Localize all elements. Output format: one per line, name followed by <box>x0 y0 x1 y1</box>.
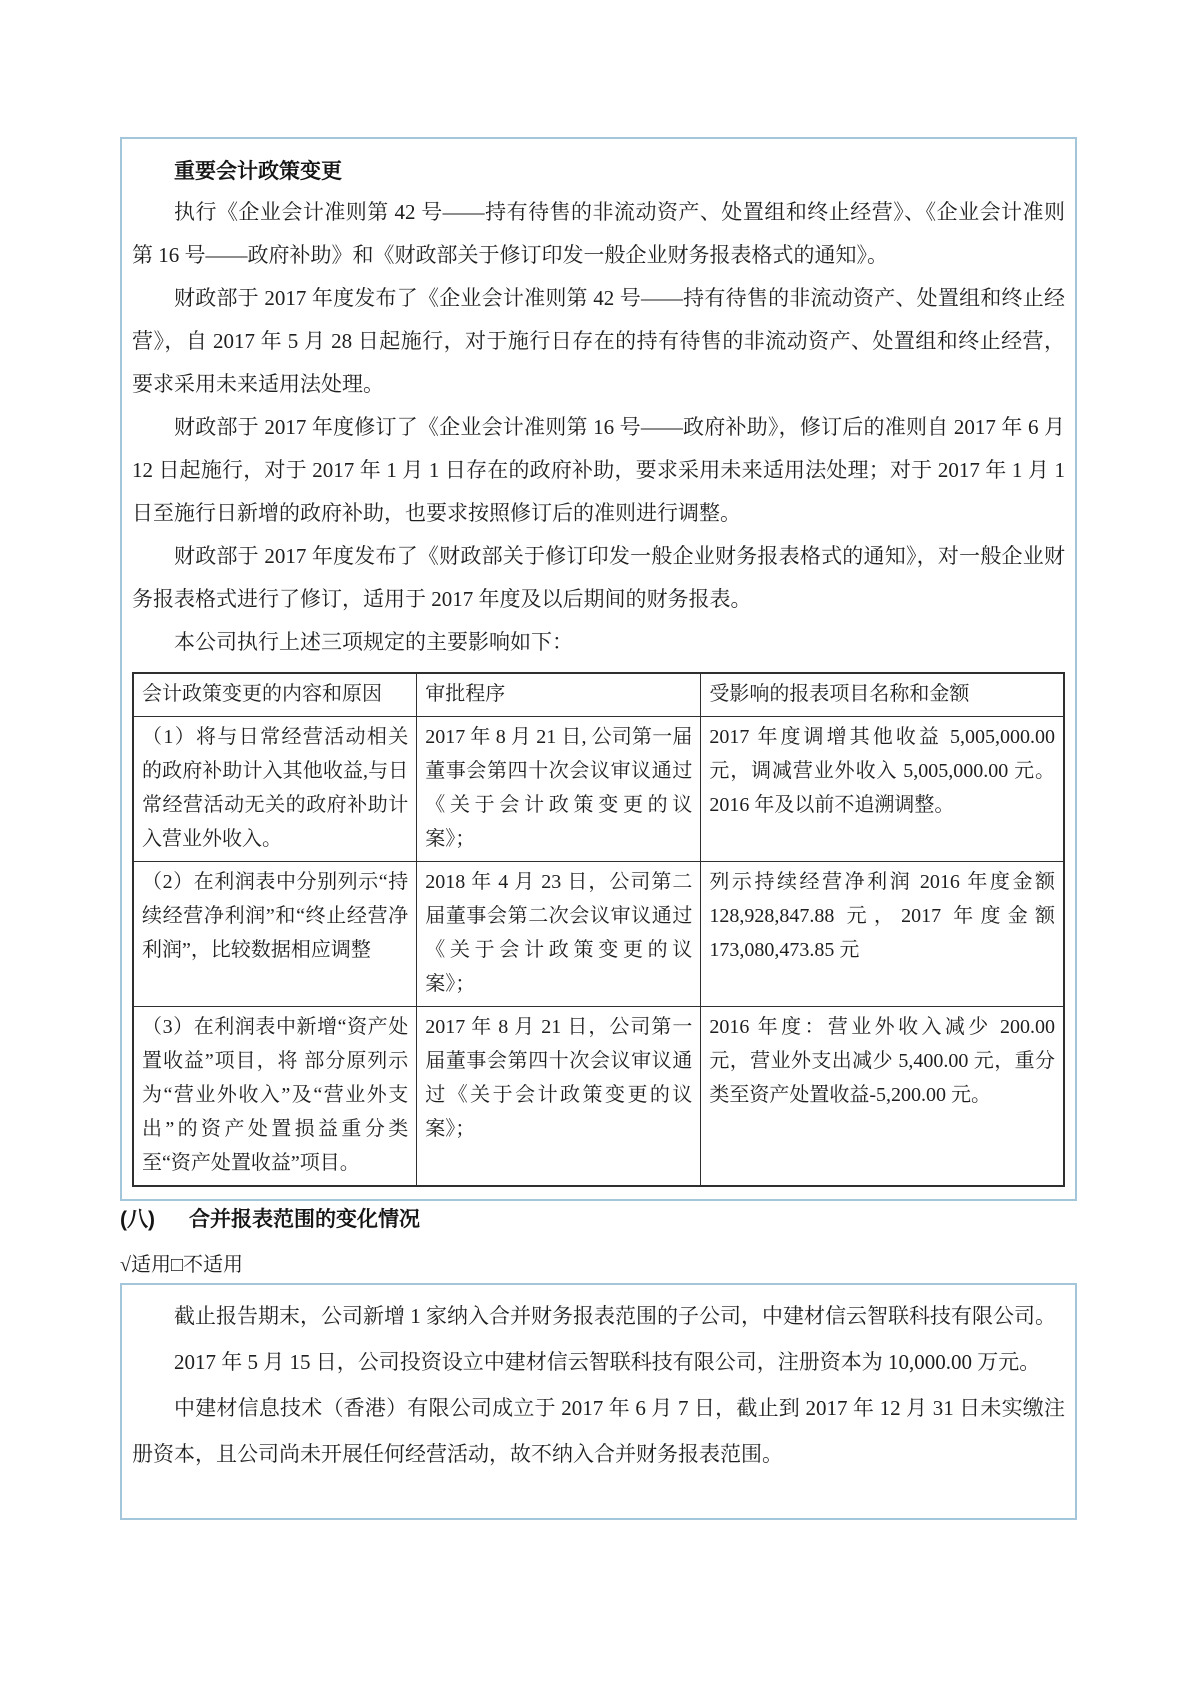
table-row <box>133 862 1064 1007</box>
accounting-policy-change-box <box>120 137 1077 1201</box>
table-header-content-reason: 会计政策变更的内容和原因 <box>133 673 417 717</box>
section-heading <box>120 1203 420 1233</box>
table-cell-row2-approval: 2018 年 4 月 23 日，公司第二届董事会第二次会议审议通过《关于会计政策变更的议案》； <box>417 862 701 1007</box>
table-header-approval-procedure: 审批程序 <box>417 673 701 717</box>
table-cell-row1-impact: 2017 年度调增其他收益 5,005,000.00 元，调减营业外收入 5,005,000.00 元。2016 年及以前不追溯调整。 <box>701 717 1064 862</box>
policy-paragraph-4: 财政部于 2017 年度发布了《财政部关于修订印发一般企业财务报表格式的通知》，对一般企业财务报表格式进行了修订，适用于 2017 年度及以后期间的财务报表。 <box>132 544 1065 611</box>
section-number: (八) <box>120 1208 155 1231</box>
table-cell-row3-content: （3）在利润表中新增“资产处置收益”项目，将 部分原列示为“营业外收入”及“营业外支出”的资产处置损益重分类至“资产处置收益”项目。 <box>133 1007 417 1187</box>
section-title: 合并报表范围的变化情况 <box>189 1208 420 1231</box>
applicability-line: √适用□不适用 <box>120 1254 244 1276</box>
table-row <box>133 717 1064 862</box>
scope-paragraph-2: 2017 年 5 月 15 日，公司投资设立中建材信云智联科技有限公司，注册资本为 10,000.00 万元。 <box>174 1350 1041 1374</box>
table-cell-row3-impact: 2016 年度：营业外收入减少 200.00 元，营业外支出减少 5,400.00 元，重分类至资产处置收益-5,200.00 元。 <box>701 1007 1064 1187</box>
consolidation-scope-box <box>120 1283 1077 1520</box>
policy-paragraph-2: 财政部于 2017 年度发布了《企业会计准则第 42 号——持有待售的非流动资产、处置组和终止经营》，自 2017 年 5 月 28 日起施行，对于施行日存在的持有待售的非流动资产、处置组和终止经营，要求采用未来适用法处理。 <box>132 286 1065 396</box>
table-cell-row2-content: （2）在利润表中分别列示“持续经营净利润”和“终止经营净利润”，比较数据相应调整 <box>133 862 417 1007</box>
table-cell-row1-approval: 2017 年 8 月 21 日, 公司第一届董事会第四十次会议审议通过《关于会计政策变更的议案》； <box>417 717 701 862</box>
scope-paragraph-1: 截止报告期末，公司新增 1 家纳入合并财务报表范围的子公司，中建材信云智联科技有限公司。 <box>174 1304 1056 1328</box>
table-cell-row1-content: （1）将与日常经营活动相关的政府补助计入其他收益,与日常经营活动无关的政府补助计入营业外收入。 <box>133 717 417 862</box>
scope-paragraph-3: 中建材信息技术（香港）有限公司成立于 2017 年 6 月 7 日，截止到 2017 年 12 月 31 日未实缴注册资本，且公司尚未开展任何经营活动，故不纳入合并财务报表范围。 <box>132 1396 1065 1466</box>
policy-box-heading: 重要会计政策变更 <box>174 160 342 183</box>
policy-paragraph-1: 执行《企业会计准则第 42 号——持有待售的非流动资产、处置组和终止经营》、《企业会计准则第 16 号——政府补助》和《财政部关于修订印发一般企业财务报表格式的通知》。 <box>132 200 1065 267</box>
table-row <box>133 1007 1064 1187</box>
table-cell-row3-approval: 2017 年 8 月 21 日，公司第一届董事会第四十次会议审议通过《关于会计政策变更的议案》； <box>417 1007 701 1187</box>
policy-change-table <box>132 672 1065 1187</box>
table-cell-row2-impact: 列示持续经营净利润 2016 年度金额 128,928,847.88 元，2017 年度金额 173,080,473.85 元 <box>701 862 1064 1007</box>
table-header-row <box>133 673 1064 717</box>
table-header-affected-items: 受影响的报表项目名称和金额 <box>701 673 1064 717</box>
policy-paragraph-3: 财政部于 2017 年度修订了《企业会计准则第 16 号——政府补助》，修订后的准则自 2017 年 6 月 12 日起施行，对于 2017 年 1 月 1 日存在的政府补助，要求采用未来适用法处理；对于 2017 年 1 月 1 日至施行日新增的政府补助，也要求按照修订后的准则进行调整。 <box>132 415 1065 525</box>
policy-table-lead-in: 本公司执行上述三项规定的主要影响如下： <box>174 630 573 654</box>
